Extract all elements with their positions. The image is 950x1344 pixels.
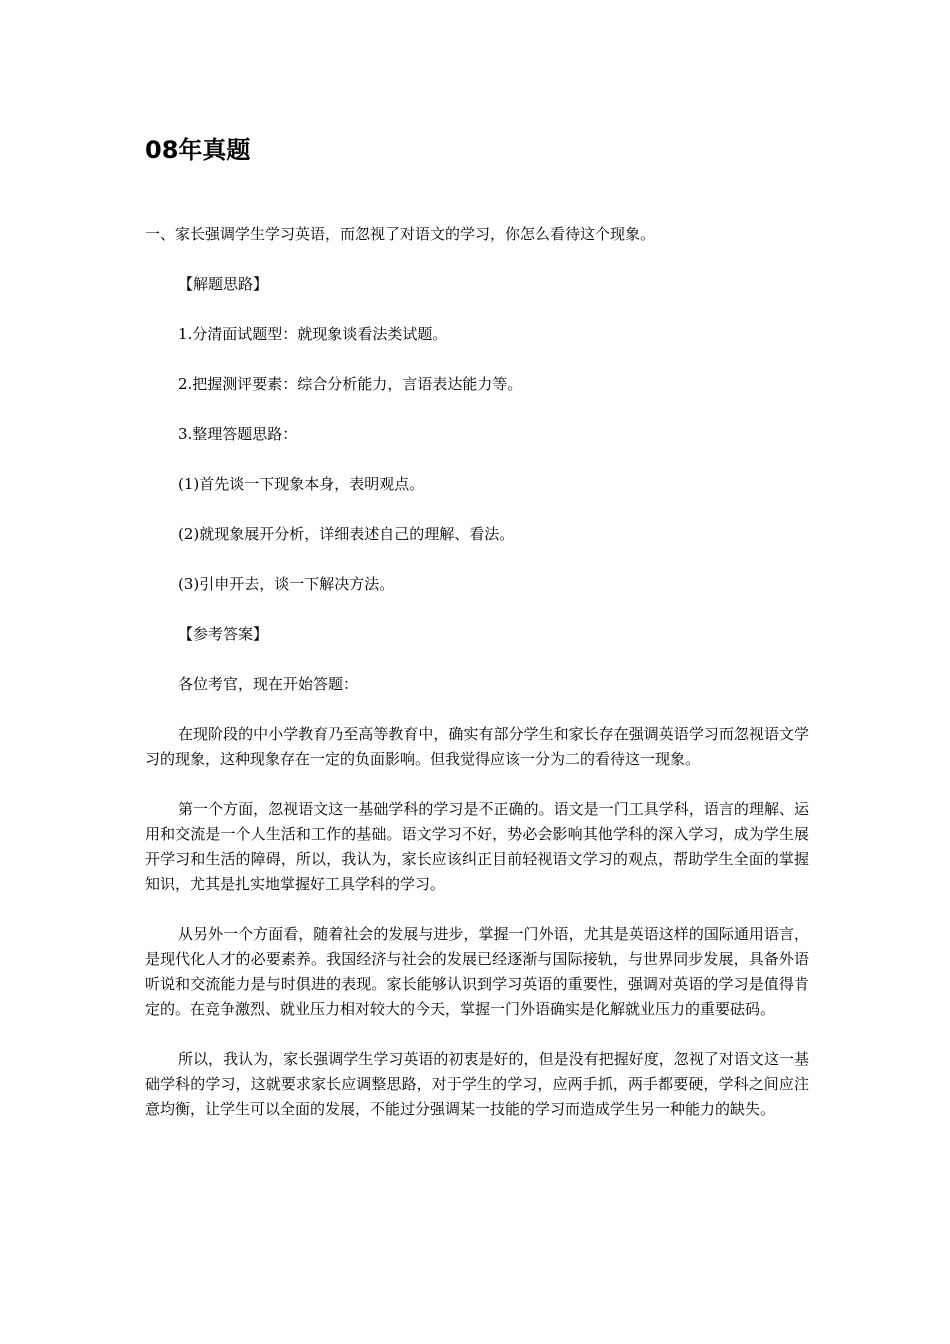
solution-heading: 【解题思路】 (178, 275, 269, 293)
answer-paragraph-2: 第一个方面，忽视语文这一基础学科的学习是不正确的。语文是一门工具学科，语言的理解、运用和交流是一个人生活和工作的基础。语文学习不好，势必会影响其他学科的深入学习，成为学生展开学习和生活的障碍，所以，我认为，家长应该纠正目前轻视语文学习的观点，帮助学生全面的掌握知识，尤其是扎实地掌握好工具学科的学习。 (145, 800, 809, 893)
answer-paragraph-3: 从另外一个方面看，随着社会的发展与进步，掌握一门外语，尤其是英语这样的国际通用语言，是现代化人才的必要素养。我国经济与社会的发展已经逐渐与国际接轨，与世界同步发展，具备外语听说和交流能力是与时俱进的表现。家长能够认识到学习英语的重要性，强调对英语的学习是值得肯定的。在竞争激烈、就业压力相对较大的今天，掌握一门外语确实是化解就业压力的重要砝码。 (145, 925, 809, 1018)
step-3-3: (3)引申开去，谈一下解决方法。 (178, 575, 395, 593)
step-3-2: (2)就现象展开分析，详细表述自己的理解、看法。 (178, 525, 515, 543)
page-title: 08年真题 (145, 136, 251, 164)
document-body (145, 222, 809, 1147)
answer-paragraph-4: 所以，我认为，家长强调学生学习英语的初衷是好的，但是没有把握好度，忽视了对语文这一基础学科的学习，这就要求家长应调整思路，对于学生的学习，应两手抓，两手都要硬，学科之间应注意均衡，让学生可以全面的发展，不能过分强调某一技能的学习而造成学生另一种能力的缺失。 (145, 1050, 809, 1118)
step-3-1: (1)首先谈一下现象本身，表明观点。 (178, 475, 425, 493)
answer-paragraph-1: 在现阶段的中小学教育乃至高等教育中，确实有部分学生和家长存在强调英语学习而忽视语文学习的现象，这种现象存在一定的负面影响。但我觉得应该一分为二的看待这一现象。 (145, 725, 809, 768)
answer-opening: 各位考官，现在开始答题： (178, 675, 359, 693)
question-text: 一、家长强调学生学习英语，而忽视了对语文的学习，你怎么看待这个现象。 (145, 225, 656, 243)
step-3: 3.整理答题思路： (178, 425, 298, 443)
step-1: 1.分清面试题型：就现象谈看法类试题。 (178, 325, 448, 343)
answer-heading: 【参考答案】 (178, 625, 269, 643)
step-2: 2.把握测评要素：综合分析能力，言语表达能力等。 (178, 375, 523, 393)
